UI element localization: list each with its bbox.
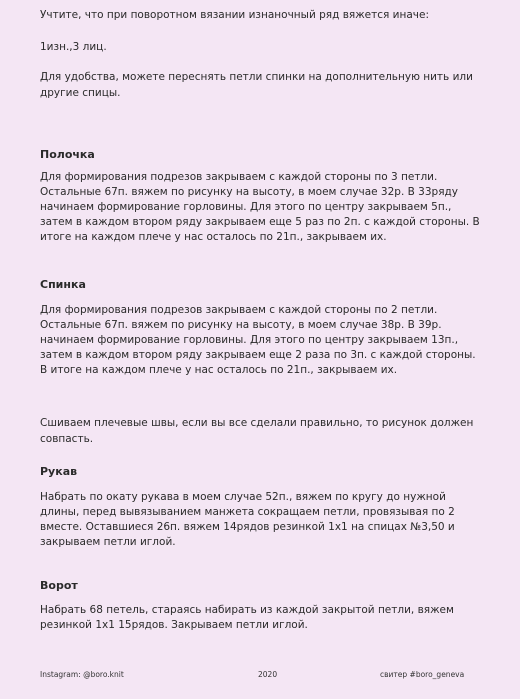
- polochka-line: Для формирования подрезов закрываем с каждой стороны по 3 петли.: [40, 171, 438, 183]
- spinka-line: Для формирования подрезов закрываем с каждой стороны по 2 петли.: [40, 304, 438, 316]
- heading-polochka: Полочка: [40, 148, 95, 161]
- rukav-line: длины, перед вывязыванием манжета сокращаем петли, провязывая по 2: [40, 506, 455, 518]
- polochka-paragraph: [40, 170, 480, 245]
- vorot-paragraph: [40, 603, 480, 633]
- seam-line-2: совпасть.: [40, 433, 94, 445]
- heading-spinka: Спинка: [40, 278, 86, 291]
- polochka-line: Остальные 67п. вяжем по рисунку на высоту, в моем случае 32р. В 33ряду: [40, 186, 458, 198]
- heading-vorot: Ворот: [40, 579, 78, 592]
- spinka-line: затем в каждом втором ряду закрываем еще 2 раза по 3п. с каждой стороны.: [40, 349, 476, 361]
- intro-line-2: 1изн.,3 лиц.: [40, 41, 107, 53]
- spinka-line: В итоге на каждом плече у нас осталось по 21п., закрываем их.: [40, 364, 398, 376]
- footer-instagram: Instagram: @boro.knit: [40, 670, 124, 679]
- rukav-line: закрываем петли иглой.: [40, 536, 176, 548]
- rukav-paragraph: [40, 490, 480, 550]
- polochka-line: затем в каждом втором ряду закрываем еще 5 раз по 2п. с каждой стороны. В: [40, 216, 480, 228]
- footer-year: 2020: [258, 670, 278, 679]
- rukav-line: Набрать по окату рукава в моем случае 52п., вяжем по кругу до нужной: [40, 491, 446, 503]
- intro-line-3b: другие спицы.: [40, 87, 121, 99]
- rukav-line: вместе. Оставшиеся 26п. вяжем 14рядов резинкой 1x1 на спицах №3,50 и: [40, 521, 455, 533]
- seam-line-1: Сшиваем плечевые швы, если вы все сделали правильно, то рисунок должен: [40, 417, 474, 429]
- footer-hashtag: свитер #boro_geneva: [380, 670, 465, 679]
- polochka-line: начинаем формирование горловины. Для этого по центру закрываем 5п.,: [40, 201, 452, 213]
- intro-line-3a: Для удобства, можете переснять петли спинки на дополнительную нить или: [40, 71, 473, 83]
- spinka-line: начинаем формирование горловины. Для этого по центру закрываем 13п.,: [40, 334, 459, 346]
- vorot-line: Набрать 68 петель, стараясь набирать из каждой закрытой петли, вяжем: [40, 604, 454, 616]
- spinka-line: Остальные 67п. вяжем по рисунку на высоту, в моем случае 38р. В 39р.: [40, 319, 442, 331]
- polochka-line: итоге на каждом плече у нас осталось по 21п., закрываем их.: [40, 231, 387, 243]
- spinka-paragraph: [40, 303, 480, 378]
- vorot-line: резинкой 1x1 15рядов. Закрываем петли иглой.: [40, 619, 308, 631]
- intro-line-1: Учтите, что при поворотном вязании изнаночный ряд вяжется иначе:: [40, 9, 429, 21]
- heading-rukav: Рукав: [40, 465, 78, 478]
